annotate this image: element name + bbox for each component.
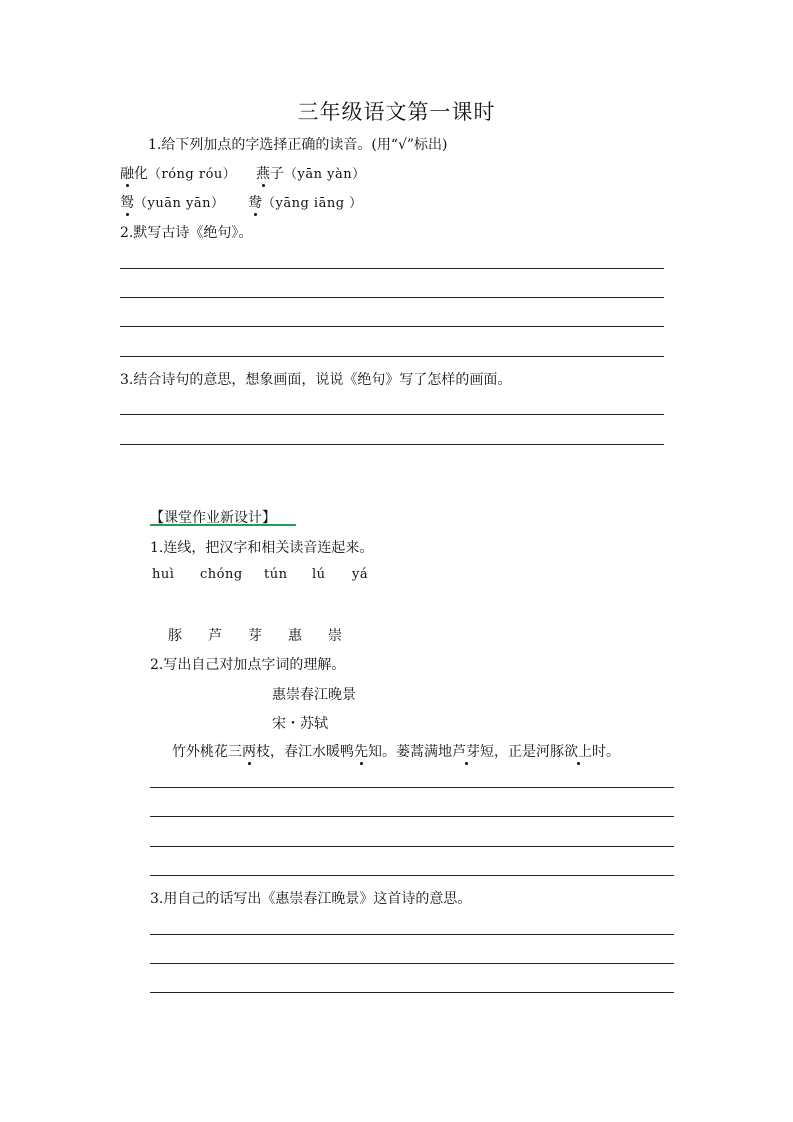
question-3: 3.结合诗句的意思，想象画面，说说《绝句》写了怎样的画面。 [120,372,512,388]
homework-question-2: 2.写出自己对加点字词的理解。 [150,657,346,673]
word-rest: 化 [134,166,148,182]
pinyin-options: （yān yàn） [284,167,366,182]
dotted-char: 鸳 [120,192,134,212]
pinyin-item-rong [120,163,236,183]
dotted-char: 鸯 [248,192,262,212]
pinyin-row [152,567,368,582]
answer-line[interactable] [120,444,664,445]
answer-line[interactable] [150,846,674,847]
pinyin-tun[interactable]: tún [264,567,288,582]
homework-heading: 【课堂作业新设计】 [150,510,276,526]
answer-line[interactable] [150,992,674,993]
answer-line[interactable] [120,268,664,269]
pinyin-options: （yuān yān） [134,196,225,211]
char-hui[interactable]: 惠 [288,628,302,644]
word-rest: 子 [270,166,284,182]
char-chong[interactable]: 崇 [328,628,342,644]
poem-dotted-phrase: 鸭先知 [340,741,382,761]
answer-line[interactable] [150,963,674,964]
answer-line[interactable] [150,875,674,876]
answer-line[interactable] [120,414,664,415]
question-1: 1.给下列加点的字选择正确的读音。(用“√”标出) [148,137,448,153]
answer-line[interactable] [150,787,674,788]
pinyin-options: （yāng iāng ） [262,196,363,211]
homework-question-1: 1.连线，把汉字和相关读音连起来。 [150,540,374,556]
question-2: 2.默写古诗《绝句》。 [120,225,253,241]
poem-dotted-phrase: 芦芽 [452,741,480,761]
char-row [168,625,368,645]
poem-segment: 时。 [592,744,620,760]
char-lu[interactable]: 芦 [208,628,222,644]
pinyin-item-yang [248,192,363,212]
poem-segment: 。蒌蒿满地 [382,744,452,760]
homework-question-3: 3.用自己的话写出《惠崇春江晚景》这首诗的意思。 [150,891,472,907]
poem-segment: 短，正是河豚 [480,744,564,760]
poem-title: 惠崇春江晚景 [272,687,356,703]
heading-underline [150,524,296,526]
poem-author: 宋・苏轼 [272,716,328,732]
pinyin-ya[interactable]: yá [352,567,369,582]
poem-segment: 竹外桃花 [172,744,228,760]
answer-line[interactable] [120,356,664,357]
pinyin-item-yan [256,163,366,183]
answer-line[interactable] [120,326,664,327]
pinyin-item-yuan [120,192,224,212]
char-ya[interactable]: 芽 [248,628,262,644]
pinyin-chong[interactable]: chóng [200,567,243,582]
poem-segment: ，春江水暖 [270,744,340,760]
answer-line[interactable] [120,297,664,298]
answer-line[interactable] [150,816,674,817]
pinyin-options: （róng róu） [148,167,237,182]
dotted-char: 燕 [256,163,270,183]
dotted-char: 融 [120,163,134,183]
char-tun[interactable]: 豚 [168,628,182,644]
poem-dotted-phrase: 欲上 [564,741,592,761]
poem-dotted-phrase: 三两枝 [228,741,270,761]
answer-line[interactable] [150,934,674,935]
page-title: 三年级语文第一课时 [297,100,496,124]
pinyin-hui[interactable]: huì [152,567,175,582]
poem-text [172,741,620,761]
pinyin-lu[interactable]: lú [312,567,326,582]
